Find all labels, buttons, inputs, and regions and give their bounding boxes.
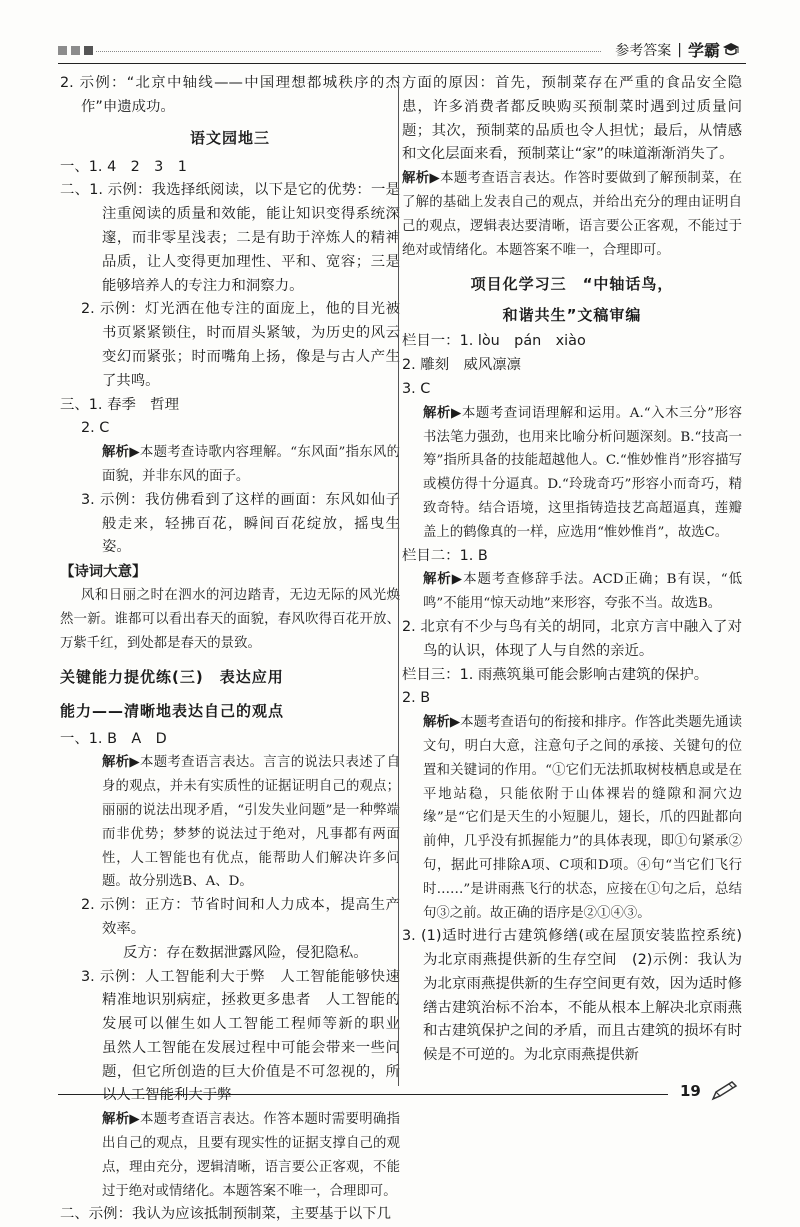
header-squares-decoration	[58, 46, 93, 55]
answer-item: 一、1. 4 2 3 1	[60, 158, 187, 175]
answer-item: 2. C	[81, 420, 110, 437]
poem-meaning-title: 【诗词大意】	[60, 564, 147, 581]
answer-item: 3. 示例：我仿佛看到了这样的画面：东风如仙子般走来，轻拂百花，瞬间百花绽放，摇曳生姿。	[81, 491, 400, 556]
explanation-note	[402, 167, 742, 262]
section-title-line2: 和谐共生”文稿审编	[502, 306, 642, 325]
explanation-note	[60, 751, 400, 894]
pencil-icon	[710, 1080, 740, 1102]
answer-item: 方面的原因：首先，预制菜存在严重的食品安全隐患，许多消费者都反映购买预制菜时遇到过质量问题；其次，预制菜的品质也令人担忧；最后，从情感和文化层面来看，预制菜让“家”的味道渐渐消失了。	[402, 75, 742, 163]
explanation-label: 解析▶	[402, 171, 441, 187]
answer-item: 二、1. 示例：我选择纸阅读，以下是它的优势：一是注重阅读的质量和效能，能让知识变得系统深邃，而非零星浅表；二是有助于淬炼人的精神品质，让人变得更加理性、平和、宽容；三是能够培养人的专注力和洞察力。	[60, 182, 400, 294]
explanation-text: 本题考查语言表达。作答本题时需要明确指出自己的观点，且要有现实性的证据支撑自己的观点，理由充分，逻辑清晰，语言要公正客观，不能过于绝对或情绪化。本题答案不唯一，合理即可。	[102, 1112, 400, 1199]
answer-item: 3. (1)适时进行古建筑修缮(或在屋顶安装监控系统) 为北京雨燕提供新的生存空间 (2)示例：我认为为北京雨燕提供新的生存空间更有效，因为适时修缮古建筑治标不治本，不能从根本上解决北京雨燕和古建筑保护之间的矛盾，而且古建筑的损坏有时候是不可逆的。为北京雨燕提供新	[402, 928, 757, 1064]
explanation-note	[402, 568, 742, 616]
explanation-text: 本题考查词语理解和运用。A.“入木三分”形容书法笔力强劲，也用来比喻分析问题深刻。B.“技高一筹”指所具备的技能超越他人。C.“惟妙惟肖”形容描写或模仿得十分逼真。D.“玲珑奇巧”形容小而奇巧，精致奇特。结合语境，这里指铸造技艺高超逼真，莲瓣盖上的鹤像真的一样，应选用“惟妙惟肖”，故选C。	[423, 405, 742, 540]
brand-text: 参考答案	[615, 42, 672, 59]
answer-item: 2. 示例：灯光洒在他专注的面庞上，他的目光被书页紧紧锁住，时而眉头紧皱，为历史的风云变幻而紧张；时而嘴角上扬，像是与古人产生了共鸣。	[81, 301, 400, 389]
footer-rule	[58, 1094, 668, 1095]
section-title-line1: 项目化学习三 “中轴话鸟，	[470, 275, 674, 294]
section-title-line2: 能力——清晰地表达自己的观点	[60, 701, 285, 720]
explanation-label: 解析▶	[102, 1112, 141, 1128]
answer-item: 栏目三：1. 雨燕筑巢可能会影响古建筑的保护。	[402, 666, 709, 683]
brand-separator: |	[677, 41, 682, 58]
header-rule	[58, 63, 746, 64]
answer-item: 2. 雕刻 威风凛凛	[402, 357, 522, 374]
answer-item: 三、1. 春季 哲理	[60, 396, 180, 413]
left-column	[60, 72, 415, 1227]
header-dotted-line	[96, 51, 601, 52]
answer-item: 栏目二：1. B	[402, 547, 488, 564]
answer-item: 2. 北京有不少与鸟有关的胡同，北京方言中融入了对鸟的认识，体现了人与自然的亲近。	[402, 618, 742, 659]
explanation-text: 本题考查语言表达。作答时要做到了解预制菜，在了解的基础上发表自己的观点，并给出充分的理由证明自己的观点，逻辑表达要清晰，语言要公正客观，不能过于绝对或情绪化。本题答案不唯一，合理即可。	[402, 171, 742, 258]
explanation-text: 本题考查诗歌内容理解。“东风面”指东风的面貌，并非东风的面子。	[102, 445, 400, 484]
answer-item: 2. 示例：正方：节省时间和人力成本，提高生产效率。	[81, 897, 400, 937]
poem-meaning-text: 风和日丽之时在泗水的河边踏青，无边无际的风光焕然一新。谁都可以看出春天的面貌，春风吹得百花开放、万紫千红，到处都是春天的景致。	[60, 588, 400, 651]
explanation-label: 解析▶	[423, 572, 464, 588]
answer-item: 栏目一：1. lòu pán xiào	[402, 333, 586, 350]
answer-item: 2. B	[402, 690, 431, 707]
graduation-cap-icon	[722, 42, 740, 58]
page-number: 19	[680, 1082, 701, 1100]
explanation-text: 本题考查修辞手法。ACD正确；B有误，“低鸣”不能用“惊天动地”来形容，夸张不当。故选B。	[423, 572, 742, 612]
answer-item: 3. C	[402, 380, 431, 397]
explanation-text: 本题考查语言表达。言言的说法只表述了自身的观点，并未有实质性的证据证明自己的观点；丽丽的说法出现矛盾，“引发失业问题”是一种弊端而非优势；梦梦的说法过于绝对，凡事都有两面性，人工智能也有优点，能帮助人们解决许多问题。故分别选B、A、D。	[102, 755, 400, 890]
right-column	[402, 72, 757, 1068]
page-header	[0, 0, 800, 72]
explanation-note	[402, 402, 742, 545]
explanation-note	[60, 441, 400, 489]
explanation-label: 解析▶	[423, 405, 462, 421]
answer-item: 2. 示例：“北京中轴线——中国理想都城秩序的杰作”申遗成功。	[60, 75, 400, 115]
column-divider	[398, 76, 399, 1086]
explanation-label: 解析▶	[102, 445, 140, 461]
answer-item: 3. 示例：人工智能利大于弊 人工智能能够快速精准地识别病症，拯救更多患者 人工智能的发展可以催生如人工智能工程师等新的职业 虽然人工智能在发展过程中可能会带来一些问题，但它所创造的巨大价值是不可忽视的，所以人工智能利大于弊	[81, 968, 415, 1104]
explanation-note	[60, 1108, 400, 1203]
header-brand	[615, 38, 740, 61]
answer-item: 一、1. B A D	[60, 730, 167, 747]
explanation-label: 解析▶	[423, 715, 461, 731]
section-title-line1: 关键能力提优练(三) 表达应用	[60, 667, 284, 686]
answer-item: 二、示例：我认为应该抵制预制菜，主要基于以下几	[60, 1206, 391, 1223]
brand-logo: 学霸	[687, 41, 720, 60]
explanation-text: 本题考查语句的衔接和排序。作答此类题先通读文句，明白大意，注意句子之间的承接、关键句的位置和关键词的作用。“①它们无法抓取树枝栖息或是在平地站稳，只能依附于山体裸岩的缝隙和洞穴边缘”是“它们是天生的小短腿儿，翅长，爪的四趾都向前伸，几乎没有抓握能力”的具体表现，即①句紧承②句，据此可排除A项、C项和D项。④句“当它们飞行时……”是讲雨燕飞行的状态，应接在①句之后，总结句③之前。故正确的语序是②①④③。	[423, 715, 742, 921]
explanation-label: 解析▶	[102, 755, 141, 771]
explanation-note	[402, 711, 742, 925]
answer-item: 反方：存在数据泄露风险，侵犯隐私。	[123, 944, 368, 961]
section-title: 语文园地三	[189, 128, 270, 147]
